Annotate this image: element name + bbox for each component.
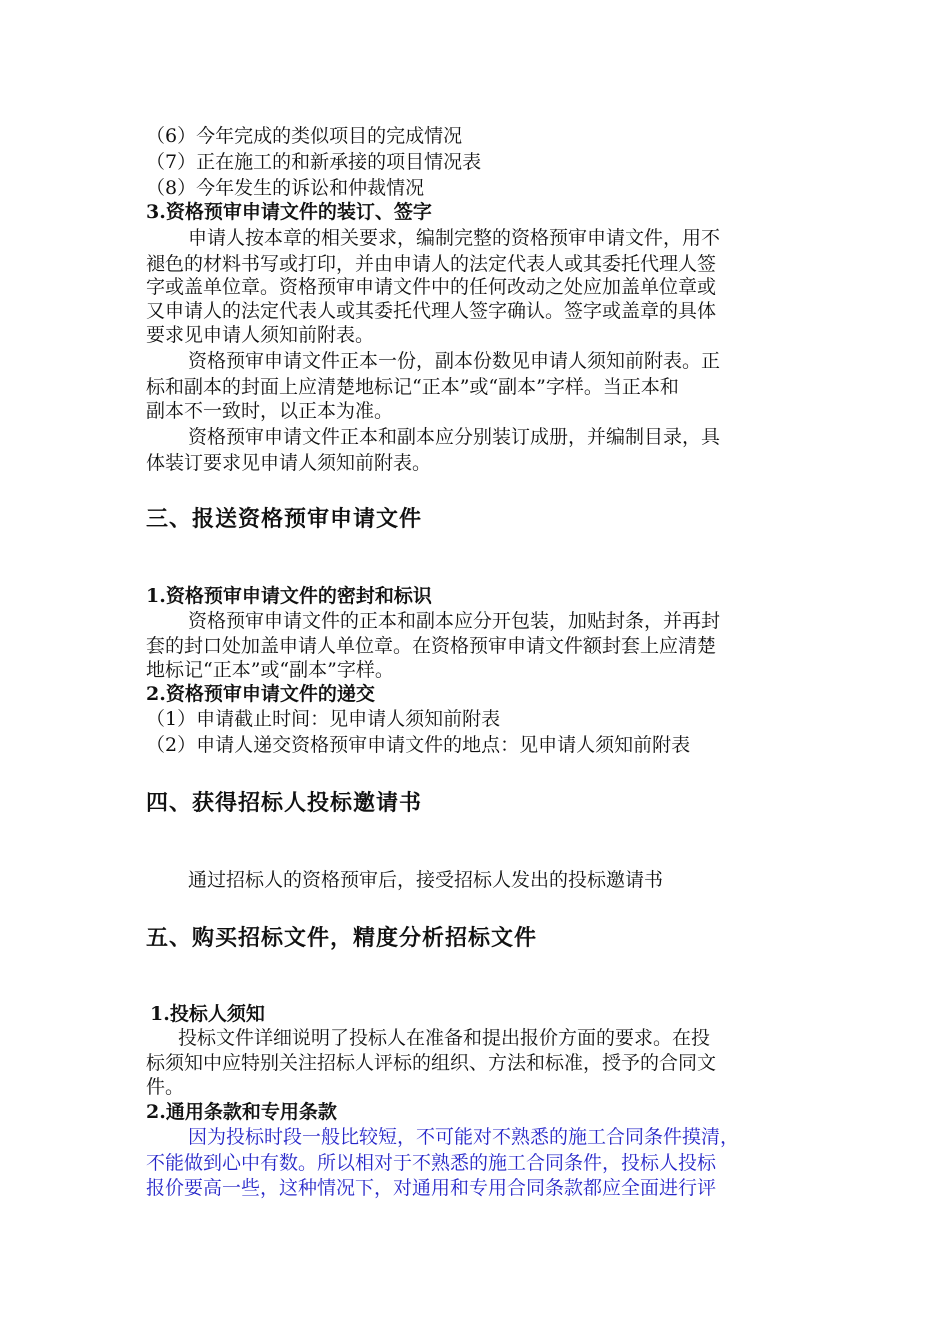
paragraph-line-blue: 报价要高一些，这种情况下，对通用和专用合同条款都应全面进行评 [146,1177,717,1199]
paragraph-line: 资格预审申请文件的正本和副本应分开包装，加贴封条，并再封 [188,610,721,632]
paragraph-line: 要求见申请人须知前附表。 [146,324,375,346]
list-item-7: （7）正在施工的和新承接的项目情况表 [146,151,482,173]
list-item-8: （8）今年发生的诉讼和仲裁情况 [146,177,425,199]
paragraph-line: 申请人按本章的相关要求，编制完整的资格预审申请文件，用不 [188,227,721,249]
paragraph-line: 褪色的材料书写或打印，并由申请人的法定代表人或其委托代理人签 [146,253,717,275]
paragraph-line-blue: 不能做到心中有数。所以相对于不熟悉的施工合同条件，投标人投标 [146,1152,717,1174]
paragraph-line-blue: 因为投标时段一般比较短，不可能对不熟悉的施工合同条件摸清， [188,1126,740,1148]
paragraph-line: 标须知中应特别关注招标人评标的组织、方法和标准，授予的合同文 [146,1052,717,1074]
list-item-2: （2）申请人递交资格预审申请文件的地点：见申请人须知前附表 [146,734,691,756]
paragraph-line: 资格预审申请文件正本和副本应分别装订成册，并编制目录，具 [188,426,721,448]
list-item-1: （1）申请截止时间：见申请人须知前附表 [146,708,501,730]
paragraph-line: 套的封口处加盖申请人单位章。在资格预审申请文件额封套上应清楚 [146,635,717,657]
subheading-binding-signing: 3.资格预审申请文件的装订、签字 [146,201,432,223]
paragraph-line: 字或盖单位章。资格预审申请文件中的任何改动之处应加盖单位章或 [146,276,717,298]
section-heading-5: 五、购买招标文件，精度分析招标文件 [146,925,538,951]
paragraph-line: 资格预审申请文件正本一份，副本份数见申请人须知前附表。正 [188,350,721,372]
paragraph-line: 标和副本的封面上应清楚地标记“正本”或“副本”字样。当正本和 [146,376,679,398]
paragraph-line: 通过招标人的资格预审后，接受招标人发出的投标邀请书 [188,869,664,891]
paragraph-line: 又申请人的法定代表人或其委托代理人签字确认。签字或盖章的具体 [146,300,717,322]
subheading-seal-marking: 1.资格预审申请文件的密封和标识 [146,585,432,607]
paragraph-line: 地标记“正本”或“副本”字样。 [146,659,394,681]
subheading-bidder-notice: 1.投标人须知 [150,1003,265,1025]
section-heading-4: 四、获得招标人投标邀请书 [146,790,423,816]
paragraph-line: 副本不一致时，以正本为准。 [146,400,394,422]
list-item-6: （6）今年完成的类似项目的完成情况 [146,125,463,147]
subheading-general-special-terms: 2.通用条款和专用条款 [146,1101,337,1123]
section-heading-3: 三、报送资格预审申请文件 [146,506,423,532]
paragraph-line: 投标文件详细说明了投标人在准备和提出报价方面的要求。在投 [178,1027,711,1049]
subheading-submission: 2.资格预审申请文件的递交 [146,683,375,705]
paragraph-line: 件。 [146,1076,185,1098]
paragraph-line: 体装订要求见申请人须知前附表。 [146,452,432,474]
